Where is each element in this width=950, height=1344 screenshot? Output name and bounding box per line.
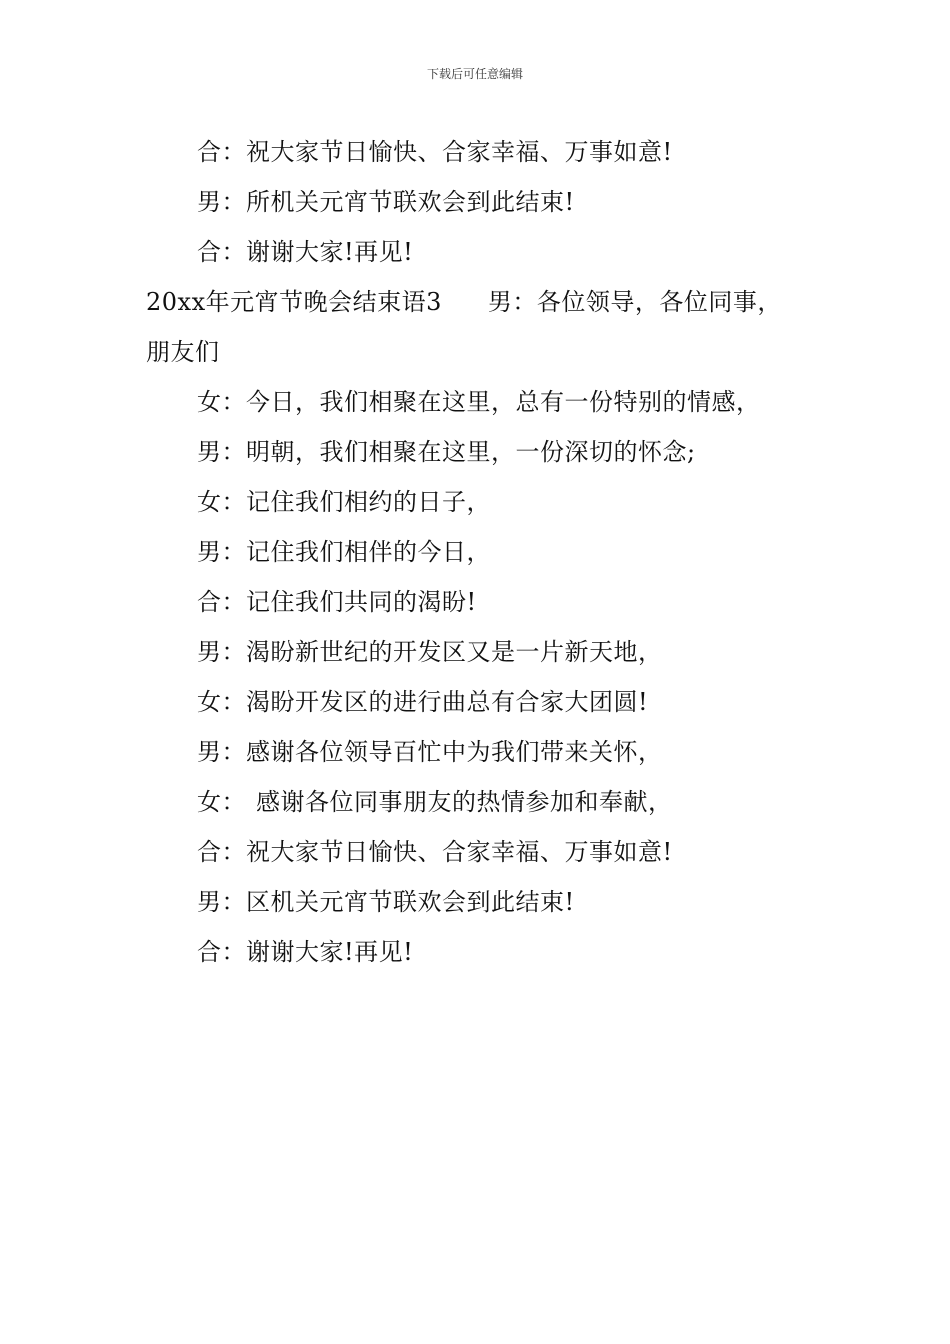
line-text: 感谢各位同事朋友的热情参加和奉献， [256, 788, 673, 816]
paragraph-line: 男：明朝，我们相聚在这里，一份深切的怀念; [197, 438, 696, 466]
paragraph-line: 男：所机关元宵节联欢会到此结束! [197, 188, 575, 216]
paragraph-line: 男：区机关元宵节联欢会到此结束! [197, 888, 575, 916]
document-body [146, 127, 810, 977]
paragraph-line: 男：渴盼新世纪的开发区又是一片新天地， [197, 638, 663, 666]
paragraph-line: 女：今日，我们相聚在这里，总有一份特别的情感， [197, 388, 761, 416]
paragraph-line: 合：谢谢大家!再见! [197, 238, 414, 266]
paragraph-line: 女：渴盼开发区的进行曲总有合家大团圆! [197, 688, 649, 716]
paragraph-line: 女：记住我们相约的日子， [197, 488, 491, 516]
paragraph-line: 合：谢谢大家!再见! [197, 938, 414, 966]
paragraph-line [146, 777, 810, 827]
section-title: 20xx年元宵节晚会结束语3 [146, 288, 442, 316]
paragraph-line: 男：感谢各位领导百忙中为我们带来关怀， [197, 738, 663, 766]
paragraph-line: 合：祝大家节日愉快、合家幸福、万事如意! [197, 138, 673, 166]
section-heading-line [146, 277, 810, 327]
speaker-label: 女： [197, 788, 246, 816]
paragraph-line: 合：祝大家节日愉快、合家幸福、万事如意! [197, 838, 673, 866]
paragraph-line-continuation: 朋友们 [146, 338, 220, 366]
paragraph-line: 合：记住我们共同的渴盼! [197, 588, 477, 616]
page-header-note: 下载后可任意编辑 [426, 67, 523, 81]
paragraph-line-start: 男：各位领导，各位同事， [487, 288, 782, 316]
paragraph-line: 男：记住我们相伴的今日， [197, 538, 491, 566]
